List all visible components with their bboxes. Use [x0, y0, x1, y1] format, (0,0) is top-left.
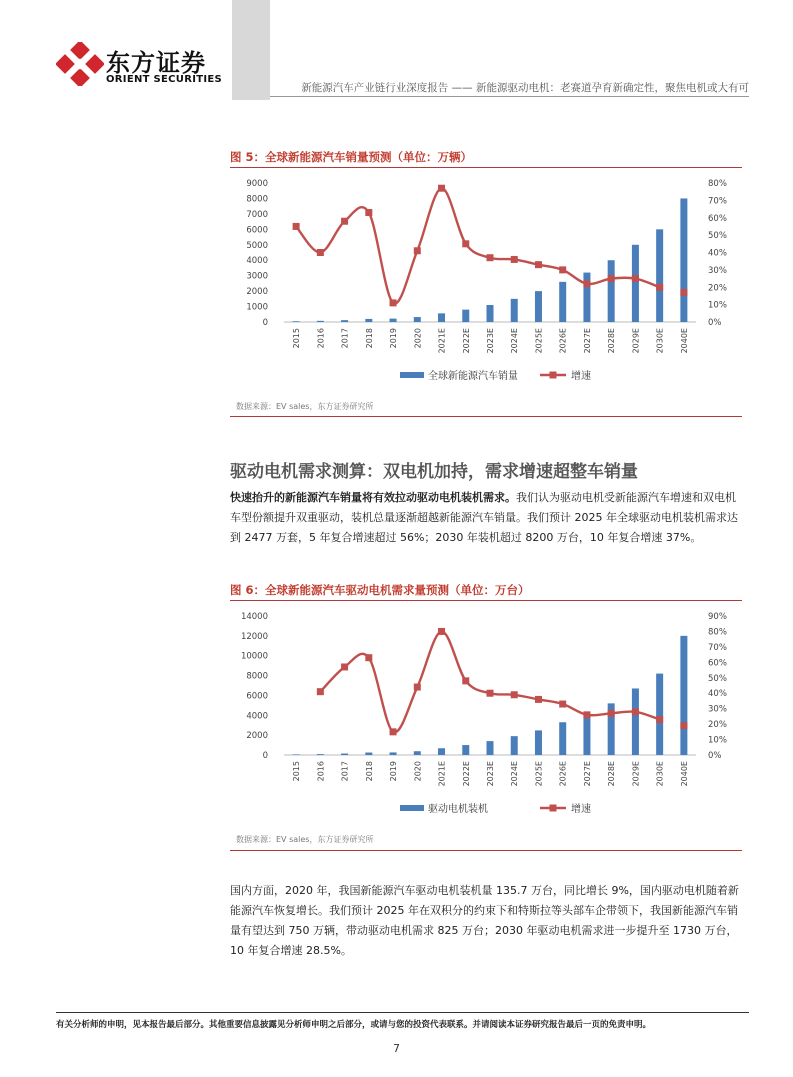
figure6-top-rule — [230, 600, 742, 601]
bar — [511, 736, 518, 755]
growth-marker — [438, 628, 445, 635]
y-right-tick-label: 30% — [708, 704, 727, 715]
growth-marker — [680, 289, 687, 296]
x-tick-label: 2040E — [679, 761, 689, 787]
bar — [487, 741, 494, 755]
growth-marker — [365, 654, 372, 661]
bar — [487, 305, 494, 322]
y-right-tick-label: 10% — [708, 735, 727, 746]
y-right-tick-label: 20% — [708, 283, 727, 294]
growth-marker — [583, 711, 590, 718]
bar — [293, 321, 300, 322]
figure6-bottom-rule — [230, 850, 742, 851]
growth-marker — [559, 266, 566, 273]
growth-marker — [317, 688, 324, 695]
x-tick-label: 2025E — [534, 328, 544, 354]
x-tick-label: 2020 — [413, 761, 423, 782]
bar — [390, 319, 397, 322]
y-left-tick-label: 1000 — [246, 302, 268, 313]
legend-bar-swatch — [400, 372, 424, 378]
bar — [438, 748, 445, 755]
bar — [414, 751, 421, 755]
growth-marker — [511, 691, 518, 698]
y-left-tick-label: 8000 — [246, 671, 268, 682]
x-tick-label: 2020 — [413, 328, 423, 349]
y-left-tick-label: 10000 — [240, 651, 268, 662]
growth-marker — [341, 663, 348, 670]
growth-marker — [414, 684, 421, 691]
brand-name-cn: 东方证券 — [106, 49, 206, 77]
y-right-tick-label: 0% — [708, 318, 722, 328]
y-right-tick-label: 60% — [708, 658, 727, 669]
paragraph-1-lead: 快速抬升的新能源汽车销量将有效拉动驱动电机装机需求。 — [230, 491, 516, 504]
y-left-tick-label: 2000 — [246, 731, 268, 742]
growth-marker — [680, 722, 687, 729]
legend-line-label: 增速 — [571, 804, 591, 815]
bar — [341, 320, 348, 322]
growth-marker — [632, 275, 639, 282]
y-left-tick-label: 8000 — [246, 194, 268, 205]
x-tick-label: 2026E — [558, 761, 568, 787]
growth-line — [296, 188, 660, 303]
x-tick-label: 2024E — [510, 328, 520, 354]
x-tick-label: 2018 — [364, 761, 374, 782]
y-left-tick-label: 7000 — [246, 209, 268, 220]
x-tick-label: 2028E — [607, 761, 617, 787]
legend-line-marker — [550, 372, 557, 379]
growth-marker — [608, 275, 615, 282]
bar — [462, 745, 469, 755]
growth-marker — [656, 284, 663, 291]
x-tick-label: 2018 — [364, 328, 374, 349]
growth-marker — [390, 728, 397, 735]
y-left-tick-label: 12000 — [240, 631, 268, 642]
x-tick-label: 2019 — [389, 761, 399, 782]
x-tick-label: 2029E — [631, 761, 641, 787]
growth-marker — [487, 254, 494, 261]
x-tick-label: 2027E — [582, 761, 592, 787]
x-tick-label: 2023E — [486, 328, 495, 354]
x-tick-label: 2022E — [461, 761, 471, 787]
y-right-tick-label: 50% — [708, 231, 727, 242]
figure5-title: 图 5：全球新能源汽车销量预测（单位：万辆） — [230, 150, 473, 164]
x-tick-label: 2026E — [558, 328, 568, 354]
y-left-tick-label: 3000 — [246, 271, 268, 282]
x-tick-label: 2021E — [437, 761, 447, 787]
bar — [317, 321, 324, 322]
x-tick-label: 2023E — [486, 761, 495, 787]
bar — [293, 754, 300, 755]
bar — [535, 730, 542, 755]
growth-marker — [632, 708, 639, 715]
figure5-top-rule — [230, 167, 742, 168]
growth-marker — [438, 185, 445, 192]
y-left-tick-label: 0 — [262, 751, 268, 761]
bar — [656, 229, 663, 322]
bar — [511, 299, 518, 322]
x-tick-label: 2022E — [461, 328, 471, 354]
y-right-tick-label: 80% — [708, 627, 727, 638]
bar — [414, 317, 421, 322]
y-left-tick-label: 5000 — [246, 240, 268, 251]
bar — [559, 722, 566, 755]
figure6-source: 数据来源：EV sales，东方证券研究所 — [236, 835, 374, 844]
bar — [390, 752, 397, 755]
y-left-tick-label: 4000 — [246, 256, 268, 267]
y-left-tick-label: 9000 — [246, 179, 268, 189]
y-right-tick-label: 10% — [708, 300, 727, 311]
y-left-tick-label: 6000 — [246, 691, 268, 702]
x-tick-label: 2019 — [389, 328, 399, 349]
y-right-tick-label: 0% — [708, 751, 722, 761]
y-right-tick-label: 40% — [708, 689, 727, 700]
bar — [317, 754, 324, 755]
y-right-tick-label: 30% — [708, 265, 727, 276]
legend-bar-label: 驱动电机装机 — [428, 804, 488, 815]
figure6-chart — [230, 605, 742, 823]
legend-bar-swatch — [400, 805, 424, 811]
growth-marker — [293, 223, 300, 230]
y-left-tick-label: 6000 — [246, 225, 268, 236]
growth-marker — [365, 209, 372, 216]
growth-marker — [487, 690, 494, 697]
growth-marker — [656, 716, 663, 723]
growth-marker — [535, 261, 542, 268]
footer-disclaimer: 有关分析师的申明，见本报告最后部分。其他重要信息披露见分析师申明之后部分，或请与您的投资代表联系。并请阅读本证券研究报告最后一页的免责申明。 — [56, 1020, 652, 1030]
page-number: 7 — [393, 1042, 400, 1055]
paragraph-2: 国内方面，2020 年，我国新能源汽车驱动电机装机量 135.7 万台，同比增长 9%，国内驱动电机随着新能源汽车恢复增长。我们预计 2025 年在双积分的约束下和特斯拉等头部车企带领下，我国新能源汽车销量有望达到 750 万辆，带动驱动电机需求 825 万台；2030 年驱动电机需求进一步提升至 1730 万台，10 年复合增速 28.5%。 — [230, 884, 739, 957]
growth-marker — [535, 696, 542, 703]
growth-marker — [511, 256, 518, 263]
bar — [632, 688, 639, 755]
bar — [365, 753, 372, 755]
paragraph-1 — [230, 488, 742, 548]
bar — [341, 754, 348, 755]
x-tick-label: 2016 — [316, 328, 326, 349]
figure6-title: 图 6：全球新能源汽车驱动电机需求量预测（单位：万台） — [230, 583, 530, 597]
x-tick-label: 2017 — [340, 761, 350, 782]
x-tick-label: 2017 — [340, 328, 350, 349]
x-tick-label: 2030E — [655, 328, 665, 354]
growth-marker — [559, 701, 566, 708]
y-right-tick-label: 40% — [708, 248, 727, 259]
footer-divider — [56, 1012, 749, 1013]
x-tick-label: 2015 — [292, 328, 302, 349]
section-title: 驱动电机需求测算：双电机加持，需求增速超整车销量 — [230, 462, 638, 482]
figure5-source: 数据来源：EV sales，东方证券研究所 — [236, 402, 374, 411]
bar — [365, 319, 372, 322]
legend-bar-label: 全球新能源汽车销量 — [428, 371, 518, 382]
y-left-tick-label: 2000 — [246, 287, 268, 298]
bar — [632, 245, 639, 322]
orient-securities-logo-icon — [56, 42, 104, 86]
growth-marker — [462, 240, 469, 247]
y-right-tick-label: 70% — [708, 642, 727, 653]
x-tick-label: 2024E — [510, 761, 520, 787]
x-tick-label: 2027E — [582, 328, 592, 354]
y-left-tick-label: 14000 — [240, 612, 268, 622]
bar — [680, 198, 687, 322]
bar — [438, 313, 445, 322]
bar — [656, 674, 663, 755]
bar — [608, 260, 615, 322]
x-tick-label: 2040E — [679, 328, 689, 354]
x-tick-label: 2021E — [437, 328, 447, 354]
growth-marker — [414, 247, 421, 254]
paragraph-1-body: 我们认为驱动电机受新能源汽车增速和双电机车型份额提升双重驱动，装机总量逐渐超越新能源汽车销量。我们预计 2025 年全球驱动电机装机需求达到 2477 万套，5 年复合增速超过 56%；2030 年装机超过 8200 万台，10 年复合增速 37%。 — [230, 491, 738, 544]
figure5-bottom-rule — [230, 416, 742, 417]
growth-marker — [390, 299, 397, 306]
growth-marker — [583, 280, 590, 287]
y-right-tick-label: 80% — [708, 179, 727, 189]
bar — [680, 636, 687, 755]
y-right-tick-label: 50% — [708, 673, 727, 684]
growth-marker — [608, 710, 615, 717]
x-tick-label: 2025E — [534, 761, 544, 787]
header-gray-band — [232, 0, 270, 100]
x-tick-label: 2016 — [316, 761, 326, 782]
y-right-tick-label: 70% — [708, 196, 727, 207]
x-tick-label: 2030E — [655, 761, 665, 787]
x-tick-label: 2028E — [607, 328, 617, 354]
y-left-tick-label: 0 — [262, 318, 268, 328]
header-divider — [270, 96, 749, 97]
y-left-tick-label: 4000 — [246, 711, 268, 722]
growth-marker — [341, 218, 348, 225]
y-right-tick-label: 60% — [708, 213, 727, 224]
x-tick-label: 2015 — [292, 761, 302, 782]
legend-line-label: 增速 — [571, 371, 591, 382]
bar — [559, 282, 566, 322]
growth-marker — [317, 249, 324, 256]
x-tick-label: 2029E — [631, 328, 641, 354]
bar — [583, 273, 590, 322]
bar — [535, 291, 542, 322]
legend-line-marker — [550, 805, 557, 812]
bar — [583, 713, 590, 755]
brand-name-en: ORIENT SECURITIES — [106, 74, 223, 85]
figure5-chart — [230, 172, 742, 390]
report-title: 新能源汽车产业链行业深度报告 —— 新能源驱动电机：老赛道孕育新确定性，聚焦电机或大有可 — [301, 82, 749, 94]
y-right-tick-label: 90% — [708, 612, 727, 622]
y-right-tick-label: 20% — [708, 720, 727, 731]
growth-marker — [462, 677, 469, 684]
bar — [462, 310, 469, 322]
